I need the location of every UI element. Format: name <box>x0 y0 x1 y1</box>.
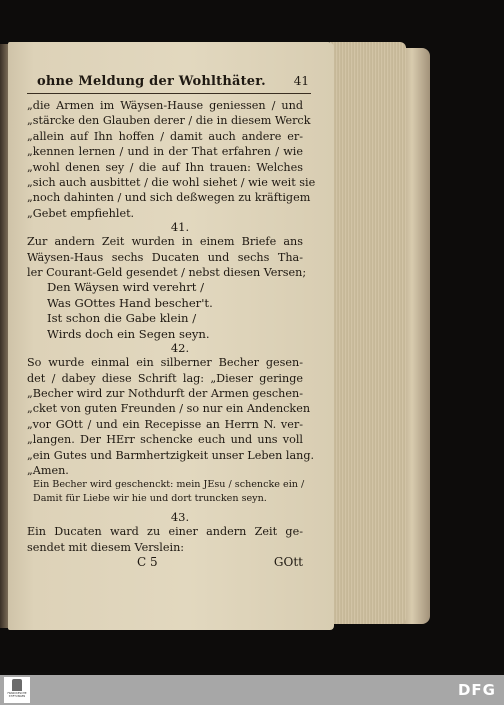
section-41 <box>27 234 307 342</box>
page-edges-stack <box>330 42 406 624</box>
text-line: „langen. Der HErr schencke euch und uns voll <box>27 433 303 447</box>
text-line: „wohl denen sey / die auf Ihn trauen: Welches <box>27 160 303 174</box>
building-icon <box>12 679 22 691</box>
catchword: GOtt <box>273 554 303 569</box>
institution-logo[interactable] <box>4 677 30 703</box>
small-verse-line: Damit für Liebe wir hie und dort truncken seyn. <box>33 492 267 504</box>
text-line: So wurde einmal ein silberner Becher gesen- <box>27 356 303 370</box>
small-verse-line: Ein Becher wird geschenckt: mein JEsu / schencke ein / <box>33 479 305 491</box>
text-line: „vor GOtt / und ein Recepisse an Herrn N. ver- <box>27 417 303 431</box>
text-line: Wäysen-Haus sechs Ducaten und sechs Tha- <box>27 250 303 264</box>
verse-line: Was GOttes Hand bescher't. <box>47 295 213 310</box>
text-line: Zur andern Zeit wurden in einem Briefe ans <box>27 235 303 249</box>
verse-line: Ist schon die Gabe klein / <box>47 311 197 326</box>
text-line: „sich auch ausbittet / die wohl siehet / wie weit sie <box>27 176 316 190</box>
text-line: ler Courant-Geld gesendet / nebst diesen Versen; <box>27 266 307 280</box>
opening-paragraph <box>27 98 316 221</box>
section-43 <box>27 524 303 571</box>
running-header <box>27 74 309 94</box>
page-text <box>27 74 316 571</box>
header-rule <box>27 93 311 94</box>
page-footer-line <box>27 555 303 571</box>
verse-line: Den Wäysen wird verehrt / <box>47 280 204 295</box>
text-line: „Becher wird zur Nothdurft der Armen geschen- <box>27 386 303 400</box>
page-number: 41 <box>293 74 309 88</box>
text-line: „noch dahinten / und sich deßwegen zu kräftigem <box>27 191 311 205</box>
verse-line: Wirds doch ein Segen seyn. <box>47 326 210 341</box>
text-line: „allein auf Ihn hoffen / damit auch andere er- <box>27 129 303 143</box>
signature-mark: C 5 <box>137 554 158 569</box>
viewer-footer <box>0 675 504 705</box>
section-42 <box>27 355 315 505</box>
dfg-logo[interactable]: DFG <box>457 681 496 699</box>
text-line: „die Armen im Wäysen-Hause geniessen / und <box>27 99 303 112</box>
running-title: ohne Meldung der Wohlthäter. <box>37 74 266 89</box>
text-line: „Gebet empfiehlet. <box>27 206 135 220</box>
section-number: 42. <box>170 341 190 356</box>
section-number: 43. <box>170 510 190 525</box>
section-number: 41. <box>170 220 190 235</box>
logo-caption: FRANCKESCHE STIFTUNGEN <box>7 692 27 698</box>
text-line: „stärcke den Glauben derer / die in diesem Werck <box>27 114 311 128</box>
text-line: „ein Gutes und Barmhertzigkeit unser Leben lang. <box>27 448 315 462</box>
text-line: Ein Ducaten ward zu einer andern Zeit ge- <box>27 525 303 539</box>
text-line: det / dabey diese Schrift lag: „Dieser geringe <box>27 371 303 385</box>
text-line: „cket von guten Freunden / so nur ein Andencken <box>27 402 311 416</box>
text-line: sendet mit diesem Verslein: <box>27 540 185 554</box>
text-line: „kennen lernen / und in der That erfahren / wie <box>27 145 303 159</box>
text-line: „Amen. <box>27 463 69 477</box>
